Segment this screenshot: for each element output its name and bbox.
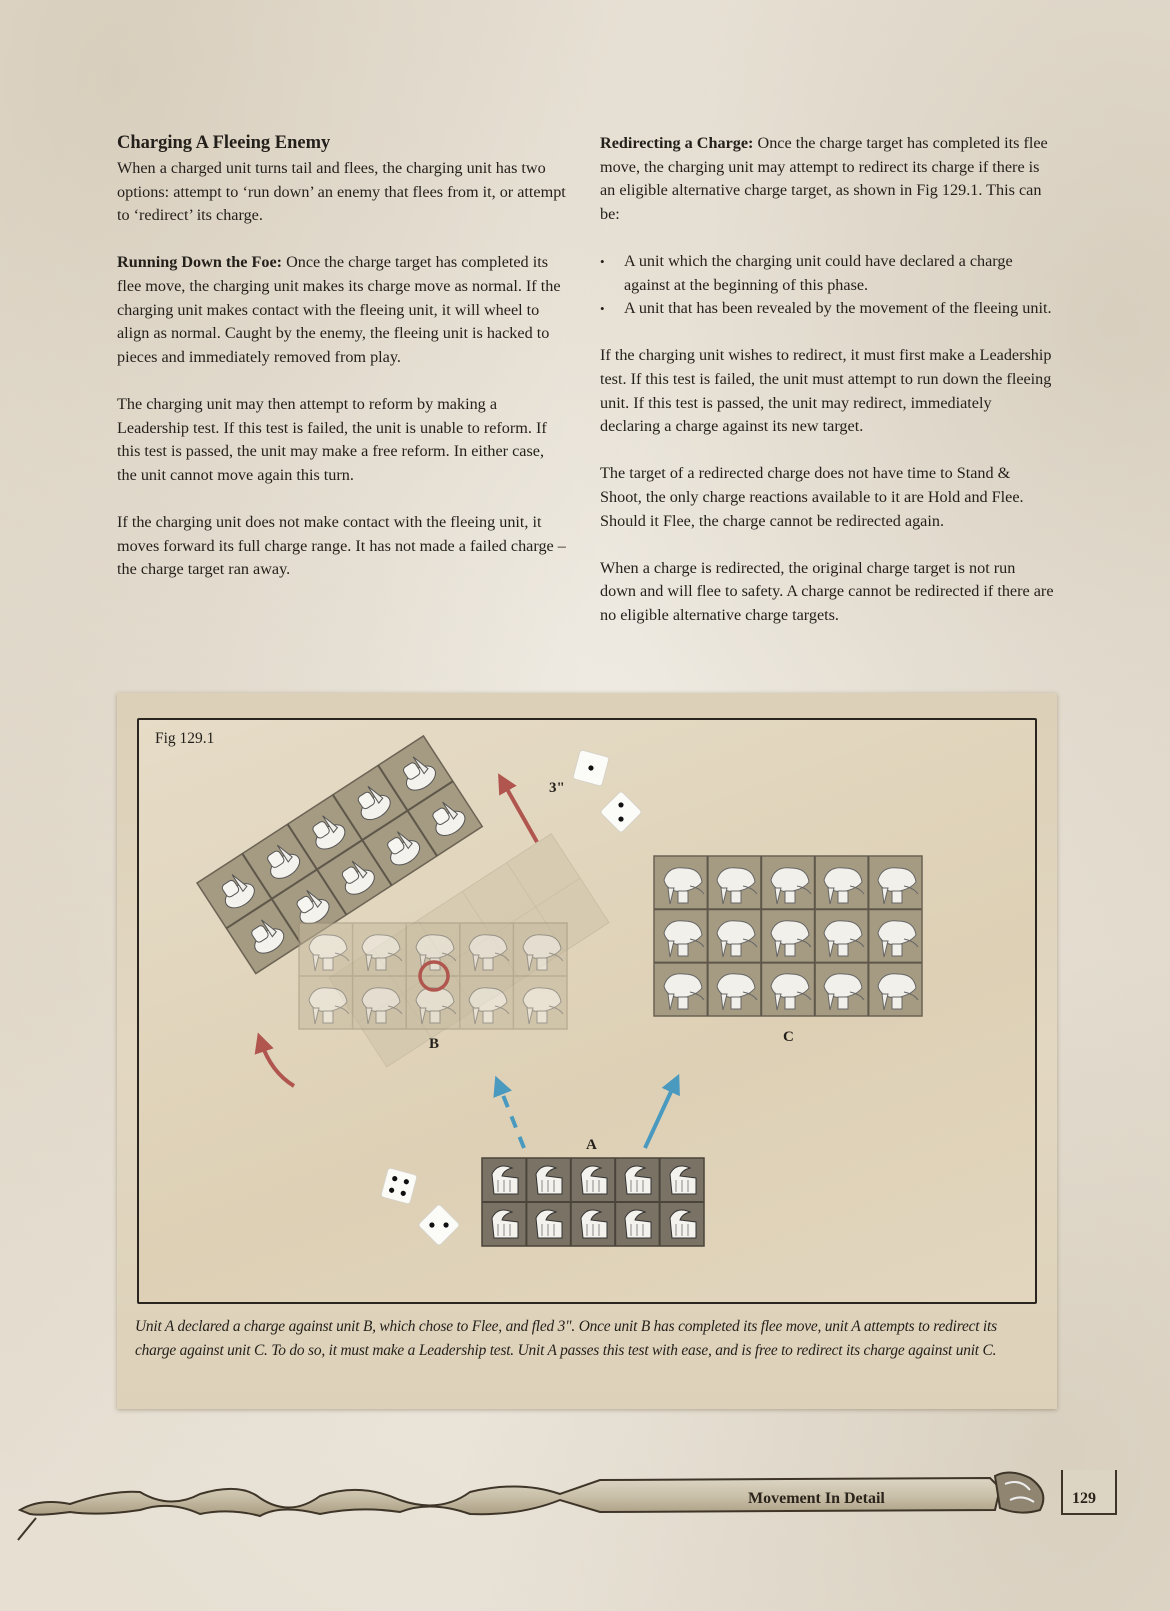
- original-target-paragraph: When a charge is redirected, the original charge target is not run down and will flee to safety. A charge cannot be redirected if there are no eligible alternative charge targets.: [600, 558, 1054, 624]
- list-item: • A unit which the charging unit could have declared a charge against at the beginning of this phase.: [624, 250, 1055, 297]
- figure-label: Fig 129.1: [155, 730, 215, 747]
- die-icon: [573, 750, 610, 787]
- figure-129-1: [117, 693, 1057, 1409]
- running-down-term: Running Down the Foe:: [117, 253, 283, 272]
- die-icon: [418, 1204, 460, 1246]
- unit-a-label: A: [586, 1137, 597, 1153]
- redirected-charge-arrow-icon: [645, 1083, 675, 1148]
- diagram-canvas: [139, 720, 1035, 1302]
- die-icon: [381, 1168, 418, 1205]
- pivot-arrow-icon: [261, 1042, 294, 1086]
- eligible-targets-list: [600, 250, 1055, 321]
- unit-c-label: C: [783, 1029, 794, 1045]
- unit-c: [654, 856, 922, 1016]
- reform-paragraph: The charging unit may then attempt to reform by making a Leadership test. If this test is failed, the unit is unable to reform. If this test is passed, the unit may make a free reform. In either case, the unit cannot move again this turn.: [117, 394, 547, 484]
- die-icon: [600, 791, 642, 833]
- page-footer: [0, 1470, 1170, 1550]
- redirecting-paragraph: Redirecting a Charge: Once the charge target has completed its flee move, the charging unit may attempt to redirect its charge if there is an eligible alternative charge target, as shown in Fig 129.1. This can be:: [600, 134, 1048, 223]
- section-heading: Charging A Fleeing Enemy: [117, 133, 331, 153]
- figure-caption: Unit A declared a charge against unit B, which chose to Flee, and fled 3". Once unit B has completed its flee move, unit A attempts to redirect its charge against unit C. To do so, it must make a Leadership test. Unit A passes this test with ease, and is free to redirect its charge against unit C.: [135, 1318, 997, 1359]
- section-title: Movement In Detail: [748, 1490, 885, 1507]
- list-item: • A unit that has been revealed by the movement of the fleeing unit.: [624, 297, 1055, 321]
- intro-paragraph: When a charged unit turns tail and flees, the charging unit has two options: attempt to ‘run down’ an enemy that flees from it, or attempt to ‘redirect’ its charge.: [117, 159, 566, 225]
- running-down-paragraph: Running Down the Foe: Once the charge target has completed its flee move, the charging unit makes its charge move as normal. If the charging unit makes contact with the fleeing unit, it will wheel to align as normal. Caught by the enemy, the fleeing unit is hacked to pieces and immediately removed from play.: [117, 253, 561, 366]
- flee-distance-label: 3": [549, 780, 565, 796]
- no-contact-paragraph: If the charging unit does not make contact with the fleeing unit, it moves forward its full charge range. It has not made a failed charge – the charge target ran away.: [117, 512, 566, 579]
- flee-arrow-icon: [503, 782, 537, 842]
- unit-b-label: B: [429, 1036, 440, 1052]
- scroll-banner-icon: [0, 1470, 1170, 1550]
- leadership-paragraph: If the charging unit wishes to redirect, it must first make a Leadership test. If this test is failed, the unit must attempt to run down the fleeing unit. If this test is passed, the unit may redirect, immediately declaring a charge against its new target.: [600, 346, 1052, 436]
- unit-b-original: [299, 923, 567, 1029]
- left-column: [117, 130, 567, 605]
- reactions-paragraph: The target of a redirected charge does not have time to Stand & Shoot, the only charge reactions available to it are Hold and Flee. Should it Flee, the charge cannot be redirected again.: [600, 464, 1024, 530]
- right-column: [600, 130, 1055, 651]
- original-charge-arrow-icon: [499, 1085, 524, 1148]
- unit-a: [482, 1158, 704, 1246]
- diagram-frame: [137, 718, 1037, 1304]
- redirecting-term: Redirecting a Charge:: [600, 134, 754, 152]
- page-number: 129: [1072, 1490, 1096, 1507]
